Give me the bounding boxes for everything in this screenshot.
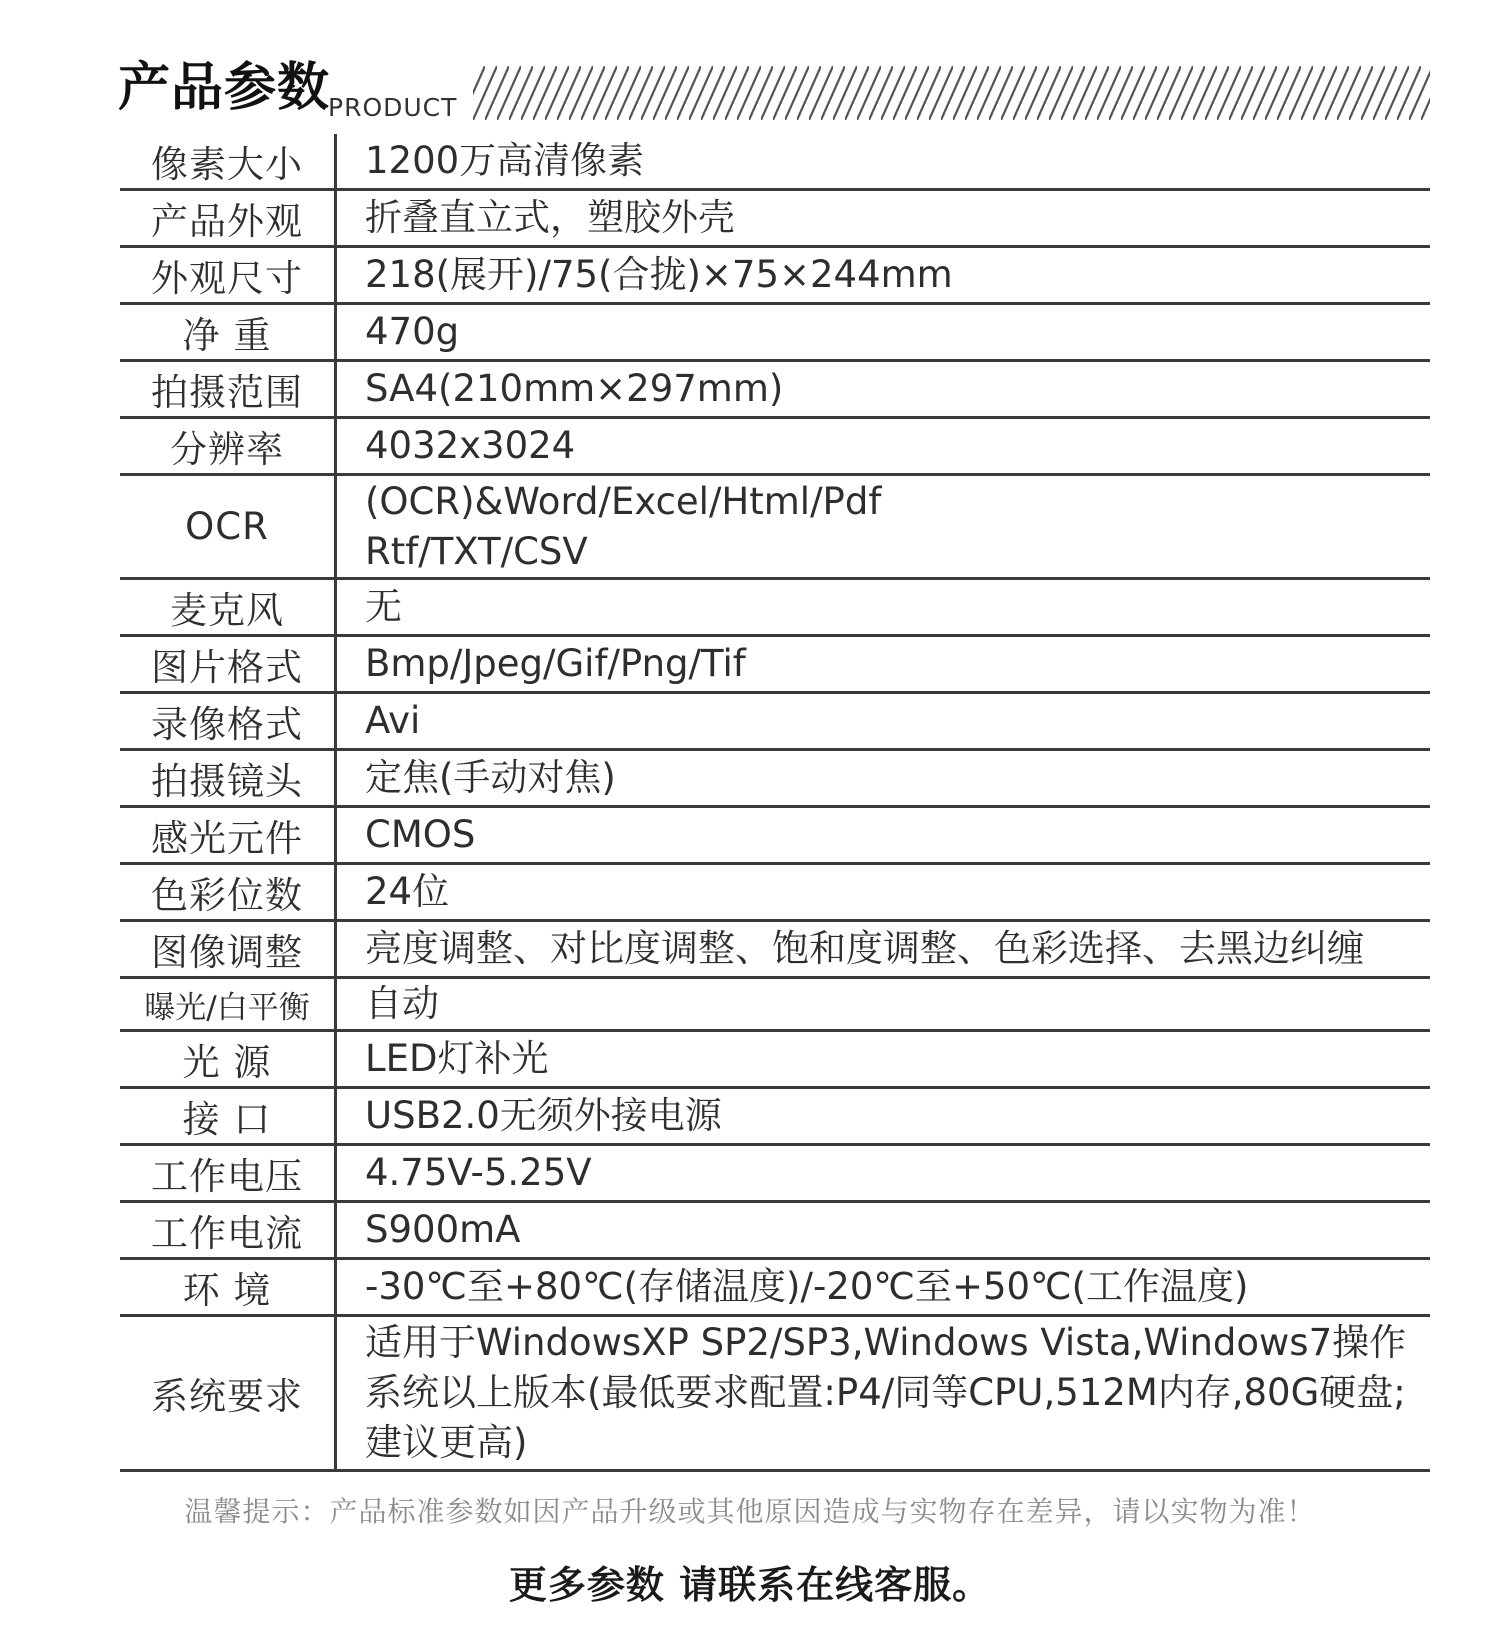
- spec-value-line: Avi: [365, 699, 421, 742]
- spec-label: 净 重: [120, 304, 336, 361]
- spec-label: 麦克风: [120, 579, 336, 636]
- spec-value: [336, 978, 1431, 1031]
- spec-value: [336, 1145, 1431, 1202]
- disclaimer-text: 温馨提示：产品标准参数如因产品升级或其他原因造成与实物存在差异，请以实物为准！: [184, 1495, 1316, 1528]
- spec-table: [120, 134, 1430, 1472]
- spec-value: [336, 636, 1431, 693]
- spec-value: [336, 1316, 1431, 1471]
- spec-value: [336, 1088, 1431, 1145]
- spec-value: [336, 475, 1431, 579]
- spec-value-line: 无: [365, 585, 402, 628]
- spec-row: [120, 304, 1430, 361]
- spec-value: [336, 1202, 1431, 1259]
- spec-row: [120, 190, 1430, 247]
- spec-label: 拍摄镜头: [120, 750, 336, 807]
- spec-value-line: CMOS: [365, 813, 476, 856]
- spec-row: [120, 1088, 1430, 1145]
- spec-label: 接 口: [120, 1088, 336, 1145]
- spec-value: [336, 418, 1431, 475]
- section-title: 产品参数: [118, 58, 331, 118]
- spec-value-line: (OCR)&Word/Excel/Html/Pdf: [365, 479, 882, 523]
- spec-value: [336, 579, 1431, 636]
- spec-value-line: 218(展开)/75(合拢)×75×244mm: [365, 253, 953, 296]
- spec-label: 光 源: [120, 1031, 336, 1088]
- spec-value-line: 4032x3024: [365, 424, 576, 467]
- spec-label: 录像格式: [120, 693, 336, 750]
- spec-value-line: 1200万高清像素: [365, 139, 645, 182]
- spec-value-line: 适用于WindowsXP SP2/SP3,Windows Vista,Windows7操作: [365, 1321, 1407, 1364]
- hatch-decoration: [473, 66, 1430, 120]
- spec-value-line: USB2.0无须外接电源: [365, 1094, 722, 1137]
- spec-row: [120, 134, 1430, 190]
- spec-value-line: -30℃至+80℃(存储温度)/-20℃至+50℃(工作温度): [365, 1265, 1249, 1308]
- spec-value-line: 定焦(手动对焦): [365, 756, 616, 799]
- section-header: [118, 56, 1430, 126]
- spec-row: [120, 579, 1430, 636]
- spec-value: [336, 361, 1431, 418]
- spec-row: [120, 1145, 1430, 1202]
- spec-row: [120, 750, 1430, 807]
- spec-row: [120, 978, 1430, 1031]
- spec-value-line: Rtf/TXT/CSV: [365, 529, 588, 573]
- spec-label: 产品外观: [120, 190, 336, 247]
- spec-label: 感光元件: [120, 807, 336, 864]
- spec-row: [120, 475, 1430, 579]
- spec-value-line: 470g: [365, 310, 460, 353]
- spec-row: [120, 1259, 1430, 1316]
- spec-label: 图像调整: [120, 921, 336, 978]
- spec-value-line: 系统以上版本(最低要求配置:P4/同等CPU,512M内存,80G硬盘;: [365, 1371, 1406, 1414]
- spec-value-line: 4.75V-5.25V: [365, 1151, 592, 1194]
- spec-label: 像素大小: [120, 134, 336, 190]
- spec-row: [120, 864, 1430, 921]
- spec-value: [336, 693, 1431, 750]
- spec-row: [120, 361, 1430, 418]
- spec-label: 工作电流: [120, 1202, 336, 1259]
- spec-value-line: 折叠直立式，塑胶外壳: [365, 196, 735, 239]
- spec-value-line: 亮度调整、对比度调整、饱和度调整、色彩选择、去黑边纠缠: [365, 927, 1364, 970]
- spec-value-line: S900mA: [365, 1208, 521, 1251]
- spec-value: [336, 750, 1431, 807]
- spec-value: [336, 864, 1431, 921]
- spec-row: [120, 693, 1430, 750]
- spec-value-line: Bmp/Jpeg/Gif/Png/Tif: [365, 642, 746, 685]
- spec-value: [336, 807, 1431, 864]
- spec-row: [120, 1202, 1430, 1259]
- spec-value-line: LED灯补光: [365, 1037, 549, 1080]
- spec-row: [120, 636, 1430, 693]
- spec-label: 工作电压: [120, 1145, 336, 1202]
- spec-value: [336, 1031, 1431, 1088]
- spec-label: 系统要求: [120, 1316, 336, 1471]
- spec-row: [120, 1316, 1430, 1471]
- spec-row: [120, 1031, 1430, 1088]
- spec-label: 环 境: [120, 1259, 336, 1316]
- spec-value-line: SA4(210mm×297mm): [365, 367, 784, 410]
- spec-value: [336, 190, 1431, 247]
- spec-label: 色彩位数: [120, 864, 336, 921]
- section-subtitle: PRODUCT: [328, 93, 458, 122]
- spec-label: 分辨率: [120, 418, 336, 475]
- spec-value: [336, 247, 1431, 304]
- spec-label: 图片格式: [120, 636, 336, 693]
- spec-label: 拍摄范围: [120, 361, 336, 418]
- spec-label: 外观尺寸: [120, 247, 336, 304]
- spec-value: [336, 134, 1431, 190]
- spec-value-line: 建议更高): [365, 1421, 528, 1464]
- spec-value: [336, 921, 1431, 978]
- spec-value: [336, 304, 1431, 361]
- spec-row: [120, 921, 1430, 978]
- spec-row: [120, 807, 1430, 864]
- contact-service-text: 更多参数 请联系在线客服。: [508, 1563, 992, 1607]
- spec-row: [120, 247, 1430, 304]
- spec-label: 曝光/白平衡: [120, 978, 336, 1031]
- spec-value-line: 自动: [365, 982, 439, 1025]
- spec-value: [336, 1259, 1431, 1316]
- spec-row: [120, 418, 1430, 475]
- spec-value-line: 24位: [365, 870, 450, 913]
- spec-label: OCR: [120, 475, 336, 579]
